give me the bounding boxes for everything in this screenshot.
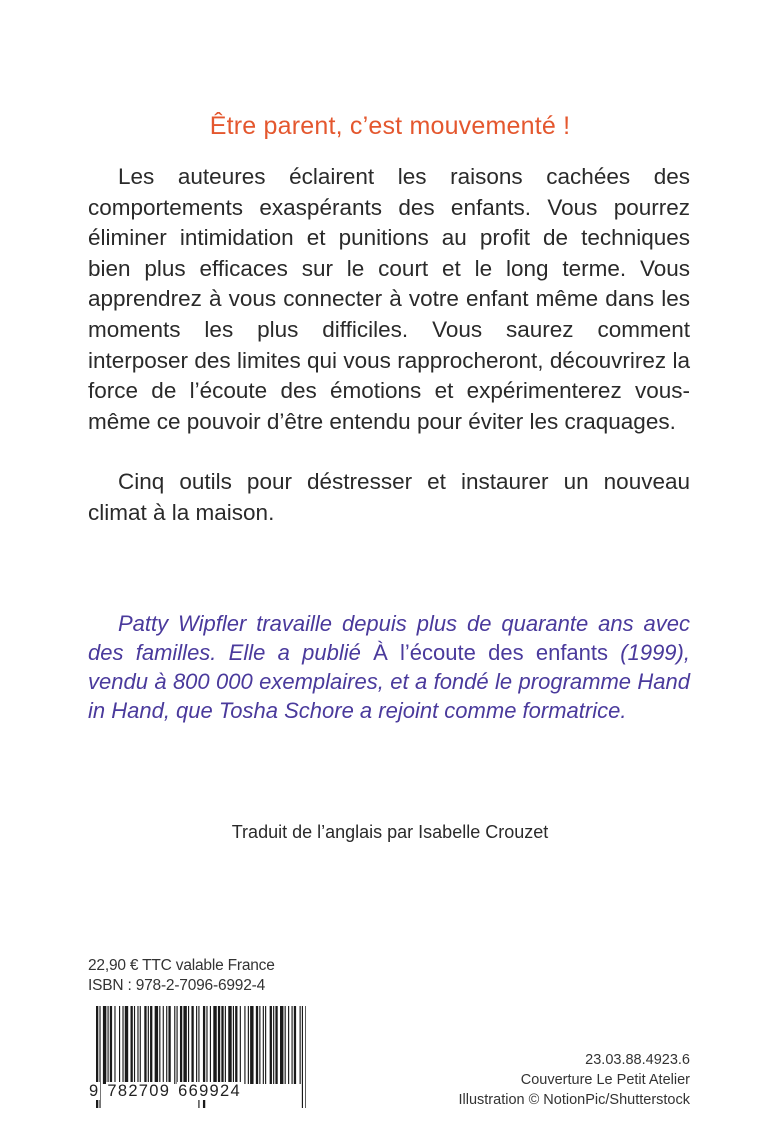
barcode-bar	[210, 1006, 211, 1084]
barcode-bar	[233, 1006, 234, 1084]
barcode-bar	[300, 1006, 301, 1084]
barcode-bar	[221, 1006, 223, 1084]
translator-credit: Traduit de l’anglais par Isabelle Crouzet	[231, 822, 549, 842]
barcode-digits	[88, 1082, 318, 1101]
barcode-bar	[140, 1006, 141, 1084]
blurb-paragraph-2: Cinq outils pour déstresser et instaurer un nouveau climat à la maison.	[88, 469, 690, 525]
barcode-bar	[103, 1006, 106, 1084]
barcode-bar	[240, 1006, 241, 1084]
barcode-bar	[225, 1006, 226, 1084]
barcode-bar	[180, 1006, 182, 1084]
barcode-bar	[294, 1006, 296, 1084]
barcode-bar	[122, 1006, 123, 1084]
barcode-bar	[110, 1006, 112, 1084]
barcode-bar	[244, 1006, 245, 1084]
barcode-bar	[148, 1006, 149, 1084]
barcode-bar	[183, 1006, 186, 1084]
barcode-bar	[144, 1006, 146, 1084]
barcode-group-1: 782709	[107, 1082, 171, 1100]
barcode-bar	[263, 1006, 264, 1084]
barcode-bar	[174, 1006, 175, 1084]
barcode-bar	[166, 1006, 167, 1084]
isbn: ISBN : 978-2-7096-6992-4	[88, 977, 266, 994]
barcode-bar	[250, 1006, 253, 1084]
credit-cover: Couverture Le Petit Atelier	[520, 1072, 690, 1088]
price-block	[88, 956, 275, 996]
barcode-bar	[119, 1006, 120, 1084]
barcode-bar	[218, 1006, 220, 1084]
barcode-group-2: 669924	[178, 1082, 241, 1100]
barcode-bar	[259, 1006, 260, 1084]
barcode-bar	[273, 1006, 274, 1084]
barcode-bar	[191, 1006, 193, 1084]
barcode-bar	[288, 1006, 289, 1084]
bio-part-1: Patty Wipfler travaille depuis plus de quarante ans avec des familles. Elle a publié	[88, 611, 690, 665]
barcode-bar	[114, 1006, 115, 1084]
barcode-bar	[248, 1006, 249, 1084]
barcode-bar	[155, 1006, 158, 1084]
barcode-lead-digit: 9	[89, 1082, 100, 1100]
credit-code: 23.03.88.4923.6	[585, 1052, 690, 1068]
barcode-bar	[275, 1006, 277, 1084]
barcode-bar	[163, 1006, 164, 1084]
barcode-bar	[196, 1006, 197, 1084]
barcode-bar	[235, 1006, 237, 1084]
barcode-bar	[228, 1006, 231, 1084]
headline: Être parent, c’est mouvementé !	[209, 112, 571, 140]
barcode-bar	[213, 1006, 216, 1084]
barcode-bar	[280, 1006, 283, 1084]
barcode-bar	[270, 1006, 272, 1084]
barcode-bar	[168, 1006, 170, 1084]
barcode-bar	[137, 1006, 138, 1084]
credit-illustration: Illustration © NotionPic/Shutterstock	[458, 1092, 690, 1108]
barcode-bar	[134, 1006, 135, 1084]
barcode-bar	[150, 1006, 152, 1084]
barcode-bar	[285, 1006, 286, 1084]
barcode-bar	[265, 1006, 266, 1084]
bio-part-2: (1999), vendu à 800 000 exemplaires, et a fondé le programme Hand in Hand, que Tosha Schore a rejoint comme formatrice.	[88, 640, 690, 723]
bio-book-title: À l’écoute des enfants	[373, 640, 609, 665]
barcode-bar	[131, 1006, 133, 1084]
author-bio	[88, 609, 690, 725]
barcode-bar	[159, 1006, 160, 1084]
barcode-bar	[177, 1006, 178, 1084]
barcode-bar	[188, 1006, 189, 1084]
price: 22,90 € TTC valable France	[88, 957, 275, 974]
blurb	[88, 162, 690, 529]
barcode-bar	[292, 1006, 293, 1084]
blurb-paragraph-1: Les auteures éclairent les raisons cachées des comportements exaspérants des enfants. Vous pourrez éliminer intimidation et punitions au profit de techniques bien plus efficaces sur le court et le long terme. Vous apprendrez à vous connecter à votre enfant même dans les moments les plus difficiles. Vous saurez comment interposer des limites qui vous rapprocheront, découvrirez la force de l’écoute des émotions et expérimenterez vous-même ce pouvoir d’être entendu pour éviter les craquages.	[88, 164, 690, 434]
barcode-bar	[108, 1006, 109, 1084]
barcode-bar	[125, 1006, 128, 1084]
credits	[458, 1050, 690, 1110]
barcode-bar	[206, 1006, 207, 1084]
barcode-bar	[256, 1006, 258, 1084]
